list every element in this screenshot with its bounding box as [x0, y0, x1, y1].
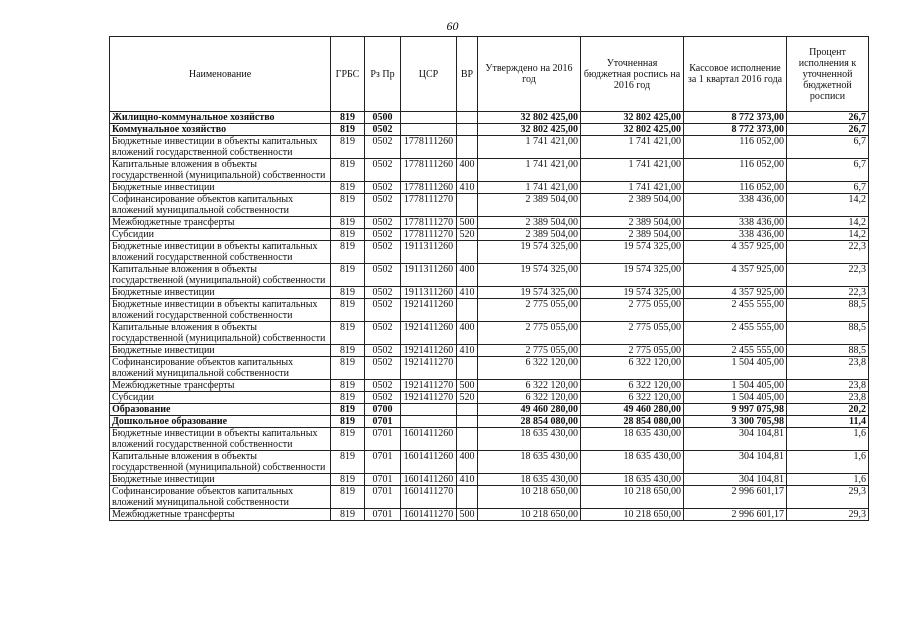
cell-rzpr: 0701: [365, 451, 401, 474]
cell-percent: 22,3: [787, 264, 869, 287]
cell-refined: 2 775 055,00: [581, 299, 684, 322]
table-row: [110, 428, 869, 451]
cell-vr: 500: [457, 509, 478, 521]
header-name: Наименование: [110, 37, 331, 112]
cell-approved: 6 322 120,00: [478, 357, 581, 380]
cell-approved: 2 389 504,00: [478, 229, 581, 241]
cell-csr: 1601411270: [401, 509, 457, 521]
cell-grbs: 819: [331, 194, 365, 217]
cell-cash: 2 455 555,00: [684, 322, 787, 345]
cell-name: Бюджетные инвестиции в объекты капитальных вложений государственной собственности: [110, 241, 331, 264]
cell-approved: 1 741 421,00: [478, 159, 581, 182]
cell-percent: 29,3: [787, 509, 869, 521]
cell-refined: 1 741 421,00: [581, 182, 684, 194]
cell-rzpr: 0502: [365, 287, 401, 299]
cell-cash: 1 504 405,00: [684, 357, 787, 380]
cell-rzpr: 0502: [365, 380, 401, 392]
cell-percent: 26,7: [787, 124, 869, 136]
table-row: [110, 287, 869, 299]
cell-csr: 1911311260: [401, 241, 457, 264]
cell-approved: 1 741 421,00: [478, 136, 581, 159]
cell-name: Бюджетные инвестиции: [110, 287, 331, 299]
cell-cash: 2 996 601,17: [684, 509, 787, 521]
cell-name: Образование: [110, 404, 331, 416]
table-row: [110, 392, 869, 404]
cell-grbs: 819: [331, 404, 365, 416]
cell-approved: 2 775 055,00: [478, 345, 581, 357]
cell-grbs: 819: [331, 112, 365, 124]
cell-cash: 338 436,00: [684, 229, 787, 241]
cell-csr: 1778111260: [401, 159, 457, 182]
cell-grbs: 819: [331, 486, 365, 509]
cell-approved: 18 635 430,00: [478, 428, 581, 451]
cell-csr: 1921411260: [401, 299, 457, 322]
table-row: [110, 451, 869, 474]
cell-approved: 19 574 325,00: [478, 241, 581, 264]
cell-cash: 9 997 075,98: [684, 404, 787, 416]
cell-vr: [457, 404, 478, 416]
cell-approved: 6 322 120,00: [478, 380, 581, 392]
cell-csr: 1601411260: [401, 428, 457, 451]
cell-cash: 2 996 601,17: [684, 486, 787, 509]
cell-grbs: 819: [331, 428, 365, 451]
cell-vr: 400: [457, 322, 478, 345]
cell-grbs: 819: [331, 345, 365, 357]
cell-grbs: 819: [331, 474, 365, 486]
cell-csr: 1921411260: [401, 345, 457, 357]
cell-percent: 23,8: [787, 357, 869, 380]
table-body: [110, 112, 869, 521]
cell-csr: 1921411270: [401, 357, 457, 380]
cell-grbs: 819: [331, 229, 365, 241]
cell-approved: 32 802 425,00: [478, 112, 581, 124]
cell-csr: 1778111260: [401, 182, 457, 194]
cell-vr: [457, 241, 478, 264]
cell-percent: 22,3: [787, 241, 869, 264]
cell-cash: 2 455 555,00: [684, 345, 787, 357]
cell-csr: 1601411260: [401, 474, 457, 486]
cell-grbs: 819: [331, 182, 365, 194]
cell-percent: 1,6: [787, 474, 869, 486]
cell-refined: 10 218 650,00: [581, 509, 684, 521]
cell-vr: 500: [457, 380, 478, 392]
table-row: [110, 404, 869, 416]
cell-vr: 520: [457, 229, 478, 241]
cell-grbs: 819: [331, 322, 365, 345]
cell-percent: 1,6: [787, 451, 869, 474]
header-percent: Процент исполнения к уточненной бюджетной росписи: [787, 37, 869, 112]
cell-percent: 1,6: [787, 428, 869, 451]
cell-vr: 400: [457, 264, 478, 287]
cell-percent: 14,2: [787, 194, 869, 217]
cell-refined: 18 635 430,00: [581, 428, 684, 451]
cell-cash: 4 357 925,00: [684, 264, 787, 287]
cell-cash: 3 300 705,98: [684, 416, 787, 428]
cell-grbs: 819: [331, 241, 365, 264]
cell-name: Софинансирование объектов капитальных вложений муниципальной собственности: [110, 357, 331, 380]
cell-percent: 88,5: [787, 322, 869, 345]
cell-rzpr: 0502: [365, 159, 401, 182]
cell-percent: 6,7: [787, 136, 869, 159]
cell-cash: 116 052,00: [684, 159, 787, 182]
cell-rzpr: 0502: [365, 124, 401, 136]
cell-csr: 1911311260: [401, 287, 457, 299]
cell-name: Капитальные вложения в объекты государственной (муниципальной) собственности: [110, 322, 331, 345]
cell-cash: 116 052,00: [684, 136, 787, 159]
cell-approved: 2 775 055,00: [478, 299, 581, 322]
cell-cash: 1 504 405,00: [684, 392, 787, 404]
cell-approved: 49 460 280,00: [478, 404, 581, 416]
cell-vr: [457, 194, 478, 217]
cell-rzpr: 0502: [365, 322, 401, 345]
cell-percent: 11,4: [787, 416, 869, 428]
cell-approved: 2 389 504,00: [478, 194, 581, 217]
cell-name: Межбюджетные трансферты: [110, 217, 331, 229]
cell-vr: [457, 416, 478, 428]
cell-grbs: 819: [331, 287, 365, 299]
cell-percent: 26,7: [787, 112, 869, 124]
table-row: [110, 322, 869, 345]
cell-refined: 10 218 650,00: [581, 486, 684, 509]
cell-refined: 32 802 425,00: [581, 124, 684, 136]
cell-refined: 6 322 120,00: [581, 380, 684, 392]
cell-vr: 400: [457, 451, 478, 474]
cell-vr: 500: [457, 217, 478, 229]
cell-approved: 18 635 430,00: [478, 474, 581, 486]
header-refined: Уточненная бюджетная роспись на 2016 год: [581, 37, 684, 112]
cell-name: Межбюджетные трансферты: [110, 509, 331, 521]
table-header-row: [110, 37, 869, 112]
cell-name: Бюджетные инвестиции: [110, 345, 331, 357]
cell-rzpr: 0700: [365, 404, 401, 416]
cell-csr: 1778111270: [401, 194, 457, 217]
cell-approved: 10 218 650,00: [478, 509, 581, 521]
cell-grbs: 819: [331, 217, 365, 229]
cell-percent: 6,7: [787, 182, 869, 194]
cell-rzpr: 0502: [365, 182, 401, 194]
cell-csr: 1601411270: [401, 486, 457, 509]
cell-grbs: 819: [331, 451, 365, 474]
cell-vr: [457, 136, 478, 159]
cell-percent: 88,5: [787, 345, 869, 357]
cell-csr: 1778111270: [401, 229, 457, 241]
cell-rzpr: 0502: [365, 229, 401, 241]
cell-approved: 6 322 120,00: [478, 392, 581, 404]
cell-cash: 338 436,00: [684, 194, 787, 217]
cell-refined: 19 574 325,00: [581, 264, 684, 287]
cell-grbs: 819: [331, 380, 365, 392]
cell-rzpr: 0502: [365, 264, 401, 287]
cell-percent: 14,2: [787, 229, 869, 241]
cell-refined: 2 775 055,00: [581, 322, 684, 345]
cell-rzpr: 0502: [365, 345, 401, 357]
cell-grbs: 819: [331, 299, 365, 322]
cell-name: Капитальные вложения в объекты государственной (муниципальной) собственности: [110, 159, 331, 182]
cell-refined: 2 775 055,00: [581, 345, 684, 357]
cell-rzpr: 0502: [365, 299, 401, 322]
cell-refined: 1 741 421,00: [581, 159, 684, 182]
cell-rzpr: 0502: [365, 357, 401, 380]
cell-rzpr: 0500: [365, 112, 401, 124]
cell-vr: [457, 299, 478, 322]
cell-cash: 2 455 555,00: [684, 299, 787, 322]
cell-name: Бюджетные инвестиции: [110, 182, 331, 194]
header-grbs: ГРБС: [331, 37, 365, 112]
cell-vr: 410: [457, 182, 478, 194]
cell-refined: 19 574 325,00: [581, 287, 684, 299]
cell-cash: 4 357 925,00: [684, 287, 787, 299]
table-row: [110, 124, 869, 136]
cell-csr: 1921411270: [401, 392, 457, 404]
cell-csr: [401, 124, 457, 136]
cell-refined: 2 389 504,00: [581, 194, 684, 217]
cell-percent: 20,2: [787, 404, 869, 416]
cell-name: Софинансирование объектов капитальных вложений муниципальной собственности: [110, 194, 331, 217]
table-row: [110, 182, 869, 194]
cell-approved: 2 775 055,00: [478, 322, 581, 345]
cell-cash: 1 504 405,00: [684, 380, 787, 392]
cell-grbs: 819: [331, 416, 365, 428]
cell-refined: 19 574 325,00: [581, 241, 684, 264]
cell-refined: 18 635 430,00: [581, 451, 684, 474]
cell-grbs: 819: [331, 159, 365, 182]
cell-vr: [457, 357, 478, 380]
cell-approved: 1 741 421,00: [478, 182, 581, 194]
cell-vr: 410: [457, 345, 478, 357]
cell-grbs: 819: [331, 357, 365, 380]
cell-rzpr: 0701: [365, 474, 401, 486]
cell-approved: 10 218 650,00: [478, 486, 581, 509]
cell-percent: 22,3: [787, 287, 869, 299]
cell-approved: 32 802 425,00: [478, 124, 581, 136]
page-number: 60: [446, 19, 459, 33]
cell-rzpr: 0701: [365, 428, 401, 451]
cell-name: Софинансирование объектов капитальных вложений муниципальной собственности: [110, 486, 331, 509]
cell-rzpr: 0502: [365, 241, 401, 264]
cell-csr: [401, 416, 457, 428]
table-row: [110, 509, 869, 521]
cell-vr: 410: [457, 287, 478, 299]
cell-refined: 1 741 421,00: [581, 136, 684, 159]
cell-grbs: 819: [331, 509, 365, 521]
cell-grbs: 819: [331, 264, 365, 287]
cell-name: Бюджетные инвестиции в объекты капитальных вложений государственной собственности: [110, 299, 331, 322]
cell-name: Капитальные вложения в объекты государственной (муниципальной) собственности: [110, 264, 331, 287]
budget-execution-table: [109, 36, 869, 521]
cell-name: Бюджетные инвестиции: [110, 474, 331, 486]
cell-csr: 1921411260: [401, 322, 457, 345]
cell-rzpr: 0502: [365, 136, 401, 159]
cell-vr: 400: [457, 159, 478, 182]
table-row: [110, 357, 869, 380]
cell-name: Бюджетные инвестиции в объекты капитальных вложений государственной собственности: [110, 428, 331, 451]
table-row: [110, 380, 869, 392]
cell-name: Бюджетные инвестиции в объекты капитальных вложений государственной собственности: [110, 136, 331, 159]
table-row: [110, 486, 869, 509]
cell-grbs: 819: [331, 136, 365, 159]
cell-vr: 520: [457, 392, 478, 404]
header-csr: ЦСР: [401, 37, 457, 112]
table-row: [110, 416, 869, 428]
cell-csr: 1921411270: [401, 380, 457, 392]
cell-percent: 29,3: [787, 486, 869, 509]
table-row: [110, 345, 869, 357]
cell-percent: 23,8: [787, 380, 869, 392]
cell-vr: [457, 428, 478, 451]
cell-refined: 28 854 080,00: [581, 416, 684, 428]
table-row: [110, 229, 869, 241]
cell-name: Капитальные вложения в объекты государственной (муниципальной) собственности: [110, 451, 331, 474]
cell-refined: 6 322 120,00: [581, 357, 684, 380]
table-row: [110, 241, 869, 264]
cell-cash: 304 104,81: [684, 474, 787, 486]
cell-csr: 1778111270: [401, 217, 457, 229]
cell-rzpr: 0502: [365, 217, 401, 229]
cell-refined: 49 460 280,00: [581, 404, 684, 416]
cell-approved: 19 574 325,00: [478, 264, 581, 287]
cell-percent: 88,5: [787, 299, 869, 322]
header-vr: ВР: [457, 37, 478, 112]
cell-name: Межбюджетные трансферты: [110, 380, 331, 392]
table-row: [110, 159, 869, 182]
cell-cash: 8 772 373,00: [684, 112, 787, 124]
table-row: [110, 299, 869, 322]
table-row: [110, 112, 869, 124]
cell-csr: 1911311260: [401, 264, 457, 287]
cell-grbs: 819: [331, 392, 365, 404]
cell-percent: 23,8: [787, 392, 869, 404]
cell-vr: [457, 112, 478, 124]
cell-refined: 32 802 425,00: [581, 112, 684, 124]
cell-name: Субсидии: [110, 392, 331, 404]
cell-refined: 18 635 430,00: [581, 474, 684, 486]
table-row: [110, 264, 869, 287]
header-cash: Кассовое исполнение за 1 квартал 2016 года: [684, 37, 787, 112]
cell-csr: 1778111260: [401, 136, 457, 159]
cell-name: Дошкольное образование: [110, 416, 331, 428]
cell-csr: [401, 404, 457, 416]
cell-grbs: 819: [331, 124, 365, 136]
cell-cash: 8 772 373,00: [684, 124, 787, 136]
cell-refined: 2 389 504,00: [581, 217, 684, 229]
cell-approved: 18 635 430,00: [478, 451, 581, 474]
cell-cash: 338 436,00: [684, 217, 787, 229]
cell-refined: 6 322 120,00: [581, 392, 684, 404]
cell-csr: 1601411260: [401, 451, 457, 474]
cell-cash: 304 104,81: [684, 451, 787, 474]
cell-percent: 14,2: [787, 217, 869, 229]
cell-cash: 116 052,00: [684, 182, 787, 194]
cell-cash: 304 104,81: [684, 428, 787, 451]
cell-approved: 19 574 325,00: [478, 287, 581, 299]
cell-vr: [457, 124, 478, 136]
cell-rzpr: 0701: [365, 509, 401, 521]
table-row: [110, 217, 869, 229]
cell-name: Коммунальное хозяйство: [110, 124, 331, 136]
cell-percent: 6,7: [787, 159, 869, 182]
cell-refined: 2 389 504,00: [581, 229, 684, 241]
cell-rzpr: 0502: [365, 392, 401, 404]
cell-rzpr: 0502: [365, 194, 401, 217]
cell-rzpr: 0701: [365, 486, 401, 509]
cell-csr: [401, 112, 457, 124]
table-row: [110, 474, 869, 486]
cell-approved: 28 854 080,00: [478, 416, 581, 428]
cell-cash: 4 357 925,00: [684, 241, 787, 264]
cell-vr: 410: [457, 474, 478, 486]
cell-vr: [457, 486, 478, 509]
header-rzpr: Рз Пр: [365, 37, 401, 112]
cell-name: Субсидии: [110, 229, 331, 241]
header-approved: Утверждено на 2016 год: [478, 37, 581, 112]
table-row: [110, 194, 869, 217]
table-row: [110, 136, 869, 159]
cell-name: Жилищно-коммунальное хозяйство: [110, 112, 331, 124]
cell-approved: 2 389 504,00: [478, 217, 581, 229]
cell-rzpr: 0701: [365, 416, 401, 428]
